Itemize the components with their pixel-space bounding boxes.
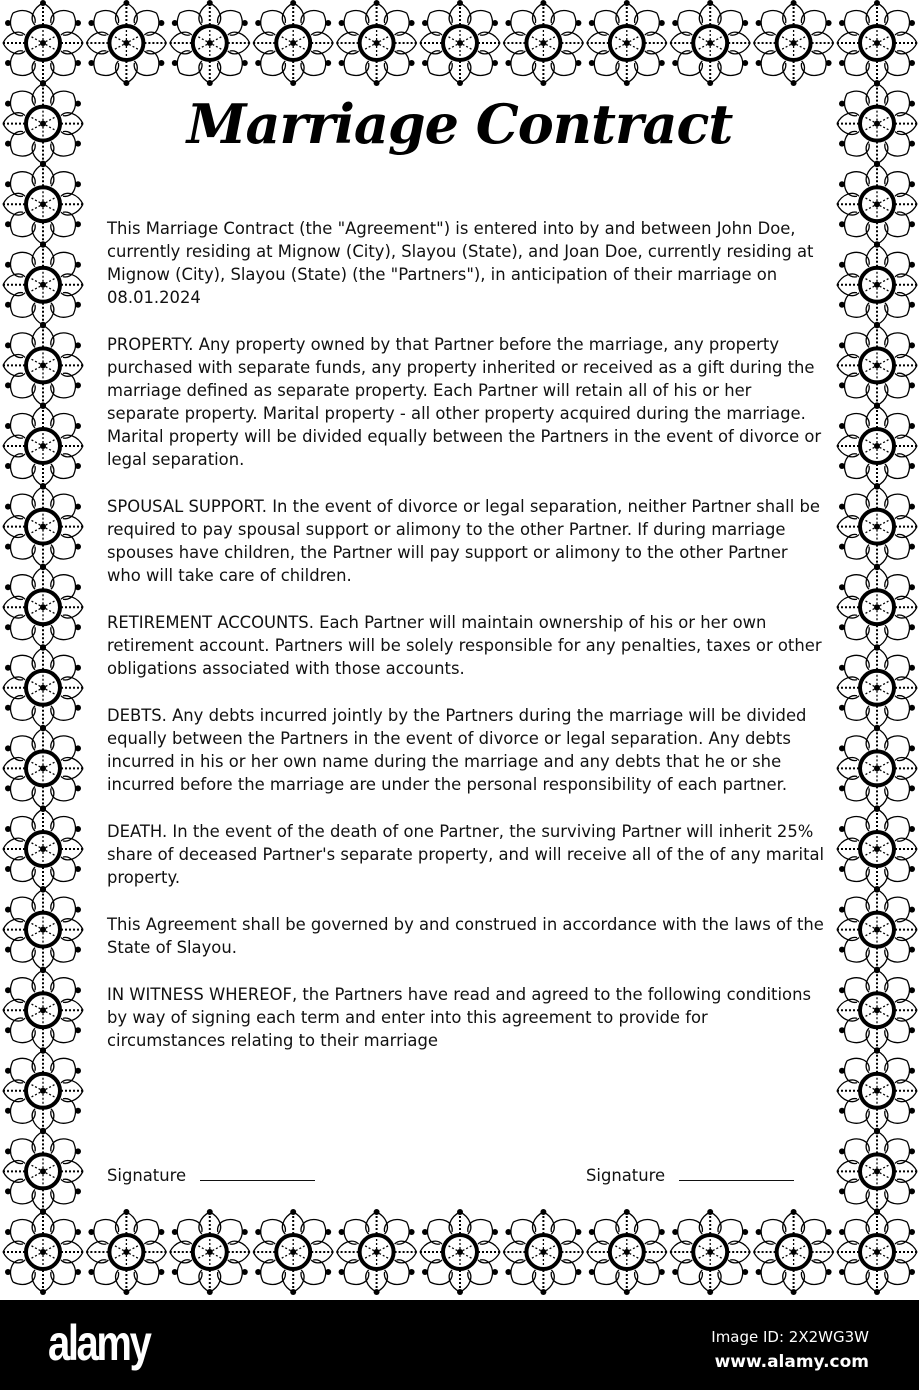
signature-right[interactable] [586,1164,794,1185]
contract-body [107,217,825,1076]
ornament-flourish [420,0,500,86]
ornament-flourish [587,1209,667,1295]
contract-paragraph [107,333,825,471]
ornament-flourish [837,1209,917,1295]
ornament-flourish [837,887,917,973]
paragraph-text: In the event of divorce or legal separation, neither Partner shall be required to pay spousal support or alimony to the other Partner. If during marriage spouses have children, the Partner will pay support or alimony to the other Partner who will take care of children. [107,497,820,585]
ornament-flourish [837,242,917,328]
ornament-flourish [3,322,83,408]
ornament-flourish [503,1209,583,1295]
signature-label: Signature [107,1166,187,1185]
ornament-flourish [86,1209,166,1295]
ornament-flourish [3,242,83,328]
ornament-flourish [837,161,917,247]
ornament-flourish [837,403,917,489]
contract-paragraph [107,495,825,587]
ornament-flourish [754,0,834,86]
ornament-flourish [337,0,417,86]
ornament-flourish [754,1209,834,1295]
ornament-flourish [253,0,333,86]
ornament-flourish [837,967,917,1053]
paragraph-text: Any debts incurred jointly by the Partners during the marriage will be divided equally between the Partners in the event of divorce or legal separation. Any debts incurred in his or her own name during the marriage and any debts that he or she incurred before the marriage are under the personal responsibility of each partner. [107,706,807,794]
ornament-flourish [837,725,917,811]
ornament-flourish [3,645,83,731]
signature-line[interactable] [200,1164,315,1181]
ornament-flourish [3,161,83,247]
contract-paragraph [107,704,825,796]
signature-left[interactable] [107,1164,315,1185]
ornament-flourish [837,484,917,570]
contract-paragraph [107,611,825,680]
ornament-flourish [253,1209,333,1295]
watermark-site: www.alamy.com [714,1352,869,1372]
ornament-flourish [670,0,750,86]
alamy-logo: alamy [48,1315,150,1371]
ornament-flourish [3,806,83,892]
ornament-flourish [420,1209,500,1295]
signature-line[interactable] [679,1164,794,1181]
ornament-flourish [503,0,583,86]
ornament-flourish [670,1209,750,1295]
paragraph-heading: DEATH. [107,822,168,841]
paragraph-text: This Marriage Contract (the "Agreement") is entered into by and between John Doe, currently residing at Mignow (City), Slayou (State), and Joan Doe, currently residing at Mignow (City), Slayou (State) (the "Partners"), in anticipation of their marriage on 08.01.2024 [107,219,814,307]
ornament-flourish [837,564,917,650]
ornament-flourish [3,887,83,973]
ornament-flourish [837,806,917,892]
ornament-flourish [837,1128,917,1214]
document-title: Marriage Contract [186,92,733,156]
ornament-flourish [3,0,83,86]
paragraph-heading: RETIREMENT ACCOUNTS. [107,613,314,632]
ornament-flourish [3,967,83,1053]
ornament-flourish [587,0,667,86]
ornament-flourish [3,725,83,811]
ornament-flourish [3,1048,83,1134]
paragraph-text: In the event of the death of one Partner, the surviving Partner will inherit 25% share of deceased Partner's separate property, and will receive all of the of any marital property. [107,822,825,887]
paragraph-heading: DEBTS. [107,706,167,725]
ornament-flourish [86,0,166,86]
ornament-flourish [3,1209,83,1295]
contract-paragraph [107,913,825,959]
paragraph-text: Each Partner will maintain ownership of his or her own retirement account. Partners will be solely responsible for any penalties, taxes or other obligations associated with those accounts. [107,613,822,678]
ornament-flourish [337,1209,417,1295]
paragraph-text: This Agreement shall be governed by and construed in accordance with the laws of the State of Slayou. [107,915,824,957]
watermark-bar [0,1300,919,1390]
paragraph-heading: PROPERTY. [107,335,194,354]
ornament-flourish [837,1048,917,1134]
ornament-flourish [3,1128,83,1214]
paragraph-heading: SPOUSAL SUPPORT. [107,497,267,516]
ornament-flourish [170,0,250,86]
ornament-flourish [837,645,917,731]
paragraph-text: Any property owned by that Partner before the marriage, any property purchased with separate funds, any property inherited or received as a gift during the marriage defined as separate property. Each Partner will retain all of his or her separate property. Marital property - all other property acquired during the marriage. Marital property will be divided equally between the Partners in the event of divorce or legal separation. [107,335,822,469]
contract-paragraph [107,820,825,889]
contract-paragraph [107,217,825,309]
ornament-flourish [3,403,83,489]
paragraph-text: IN WITNESS WHEREOF, the Partners have read and agreed to the following conditions by way of signing each term and enter into this agreement to provide for circumstances relating to their marriage [107,985,811,1050]
ornament-flourish [3,484,83,570]
ornament-flourish [170,1209,250,1295]
ornament-flourish [837,322,917,408]
signature-label: Signature [586,1166,666,1185]
ornament-flourish [837,0,917,86]
ornament-flourish [3,564,83,650]
contract-paragraph [107,983,825,1052]
image-id: Image ID: 2X2WG3W [711,1328,869,1346]
